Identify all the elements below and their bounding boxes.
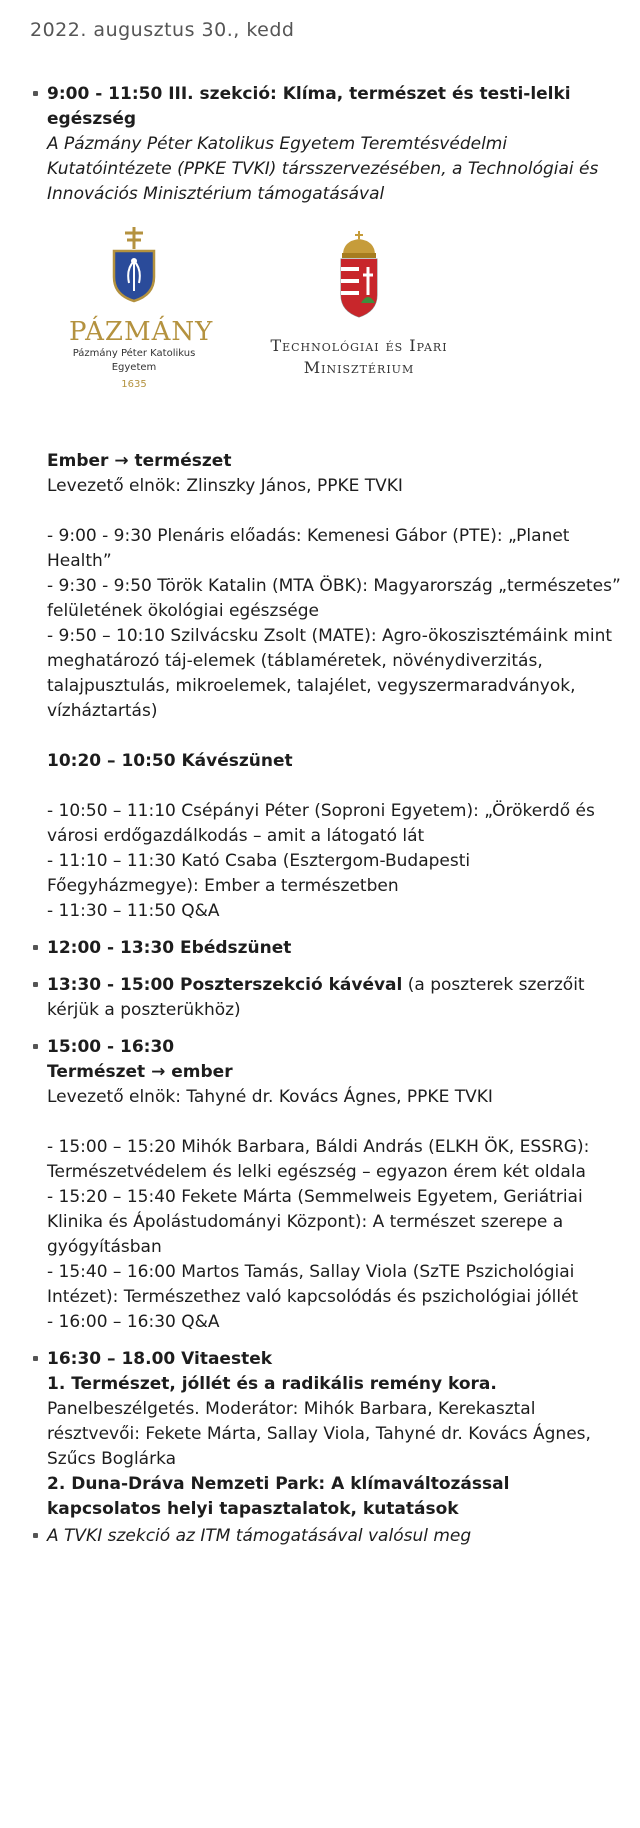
pazmany-year: 1635 — [121, 379, 147, 390]
debate-1-details: Panelbeszélgetés. Moderátor: Mihók Barbara, Kerekasztal résztvevői: Fekete Márta, Sallay Viola, Tahyné dr. Kovács Ágnes, Szűcs Boglárka — [47, 1399, 591, 1469]
talk-item: - 11:30 – 11:50 Q&A — [47, 901, 220, 921]
poster-session — [47, 973, 622, 1023]
bullet-icon — [33, 982, 38, 987]
pazmany-logo — [69, 225, 214, 392]
talk-item: - 9:30 - 9:50 Török Katalin (MTA ÖBK): Magyarország „természetes” felületének ökológiai egészsége — [47, 576, 621, 621]
poster-title: 13:30 - 15:00 Poszterszekció kávéval — [47, 975, 403, 995]
program-content — [47, 82, 622, 1549]
bullet-icon — [33, 1356, 38, 1361]
itm-name-line1: Technológiai és Ipari — [270, 336, 448, 355]
support-note — [47, 1524, 622, 1549]
talk-item: - 15:40 – 16:00 Martos Tamás, Sallay Viola (SzTE Pszichológiai Intézet): Természethez való kapcsolódás és pszichológiai jóllét — [47, 1262, 579, 1307]
talk-item: - 11:10 – 11:30 Kató Csaba (Esztergom-Budapesti Főegyházmegye): Ember a természetben — [47, 851, 471, 896]
lunch-break — [47, 936, 622, 961]
itm-name-line2: Minisztérium — [303, 358, 415, 377]
logos-row — [47, 225, 622, 405]
support-text: A TVKI szekció az ITM támogatásával valósul meg — [47, 1526, 472, 1546]
talk-item: - 15:00 – 15:20 Mihók Barbara, Báldi András (ELKH ÖK, ESSRG): Természetvédelem és lelki egészség – egyazon érem két oldala — [47, 1137, 590, 1182]
session-3-title: 9:00 - 11:50 III. szekció: Klíma, természet és testi-lelki egészség — [47, 84, 571, 129]
talk-item: - 10:50 – 11:10 Csépányi Péter (Soproni Egyetem): „Örökerdő és városi erdőgazdálkodás – amit a látogató lát — [47, 801, 595, 846]
bullet-icon — [33, 1533, 38, 1538]
pazmany-name: PÁZMÁNY — [69, 317, 214, 347]
debate-1-title: 1. Természet, jóllét és a radikális remény kora. — [47, 1374, 497, 1394]
chair-line: Levezető elnök: Tahyné dr. Kovács Ágnes, PPKE TVKI — [47, 1087, 493, 1107]
debate-evenings — [47, 1347, 622, 1522]
hungarian-coat-of-arms-icon — [337, 231, 381, 319]
talk-item: - 16:00 – 16:30 Q&A — [47, 1312, 220, 1332]
bullet-icon — [33, 1044, 38, 1049]
date-header: 2022. augusztus 30., kedd — [30, 19, 295, 41]
itm-logo — [239, 231, 479, 379]
pazmany-subtitle: Pázmány Péter Katolikus Egyetem — [72, 348, 196, 373]
chair-line: Levezető elnök: Zlinszky János, PPKE TVKI — [47, 476, 403, 496]
talk-item: - 15:20 – 15:40 Fekete Márta (Semmelweis Egyetem, Geriátriai Klinika és Ápolástudományi Központ): A természet szerepe a gyógyításban — [47, 1187, 583, 1257]
lunch-title: 12:00 - 13:30 Ebédszünet — [47, 938, 292, 958]
session-3-organizers: A Pázmány Péter Katolikus Egyetem Teremtésvédelmi Kutatóintézete (PPKE TVKI) társszervezésében, a Technológiai és Innovációs Minisztérium támogatásával — [47, 134, 599, 204]
session-3 — [47, 82, 622, 924]
bullet-icon — [33, 945, 38, 950]
block-title-ember-termeszet: Ember → természet — [47, 451, 232, 471]
talk-item: - 9:50 – 10:10 Szilvácsku Zsolt (MATE): Agro-ökoszisztémáink mint meghatározó táj-elemek (táblaméretek, növénydiverzitás, talajpusztulás, mikroelemek, talajélet, vegyszermaradványok, vízháztartás) — [47, 626, 613, 721]
talk-item: - 9:00 - 9:30 Plenáris előadás: Kemenesi Gábor (PTE): „Planet Health” — [47, 526, 570, 571]
block-title-termeszet-ember: Természet → ember — [47, 1062, 233, 1082]
coffee-break: 10:20 – 10:50 Kávészünet — [47, 751, 293, 771]
session-afternoon — [47, 1035, 622, 1335]
pazmany-crest-icon — [109, 225, 159, 303]
debate-title: 16:30 – 18.00 Vitaestek — [47, 1349, 273, 1369]
poster-note: (a poszterek szerzőit kérjük a poszterükhöz) — [47, 975, 585, 1020]
bullet-icon — [33, 91, 38, 96]
debate-2-title: 2. Duna-Dráva Nemzeti Park: A klímaváltozással kapcsolatos helyi tapasztalatok, kutatások — [47, 1474, 510, 1519]
afternoon-time: 15:00 - 16:30 — [47, 1037, 175, 1057]
